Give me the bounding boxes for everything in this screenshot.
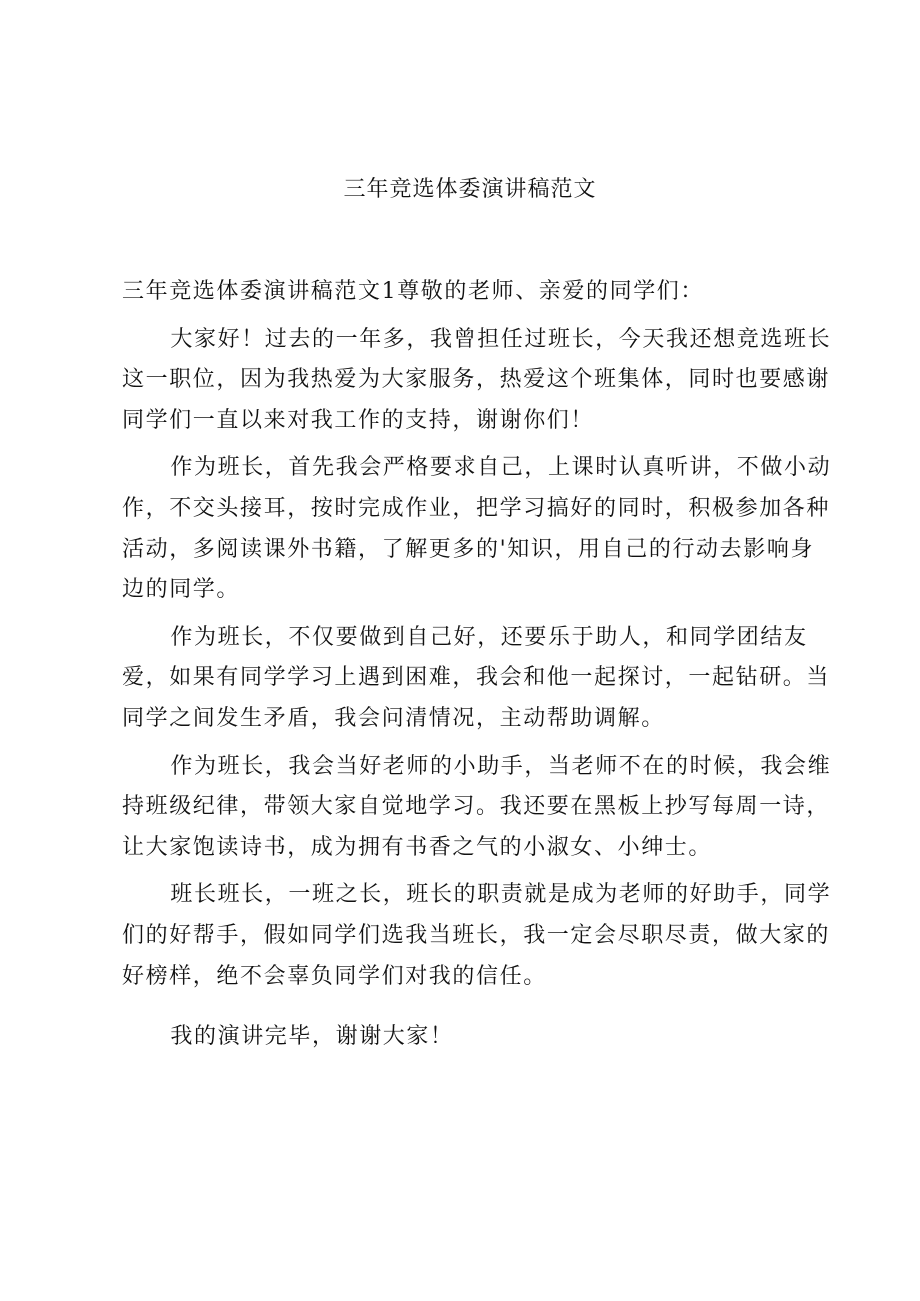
paragraph-4: 作为班长，我会当好老师的小助手，当老师不在的时候，我会维持班级纪律，带领大家自觉地学习。我还要在黑板上抄写每周一诗，让大家饱读诗书，成为拥有书香之气的小淑女、小绅士。 [122, 753, 832, 860]
document-body [122, 272, 832, 1058]
salutation-line: 三年竞选体委演讲稿范文1尊敬的老师、亲爱的同学们： [122, 279, 704, 304]
paragraph-1: 大家好！过去的一年多，我曾担任过班长，今天我还想竞选班长这一职位，因为我热爱为大家服务，热爱这个班集体，同时也要感谢同学们一直以来对我工作的支持，谢谢你们！ [122, 326, 832, 433]
paragraph-2: 作为班长，首先我会严格要求自己，上课时认真听讲，不做小动作，不交头接耳，按时完成作业，把学习搞好的同时，积极参加各种活动，多阅读课外书籍，了解更多的'知识，用自己的行动去影响身边的同学。 [122, 455, 832, 603]
closing-paragraph: 我的演讲完毕，谢谢大家！ [170, 1024, 454, 1050]
document-title: 三年竞选体委演讲稿范文 [343, 177, 597, 202]
paragraph-3: 作为班长，不仅要做到自己好，还要乐于助人，和同学团结友爱，如果有同学学习上遇到困难，我会和他一起探讨，一起钻研。当同学之间发生矛盾，我会问清情况，主动帮助调解。 [122, 624, 831, 731]
paragraph-5: 班长班长，一班之长，班长的职责就是成为老师的好助手，同学们的好帮手，假如同学们选我当班长，我一定会尽职尽责，做大家的好榜样，绝不会辜负同学们对我的信任。 [122, 882, 832, 989]
